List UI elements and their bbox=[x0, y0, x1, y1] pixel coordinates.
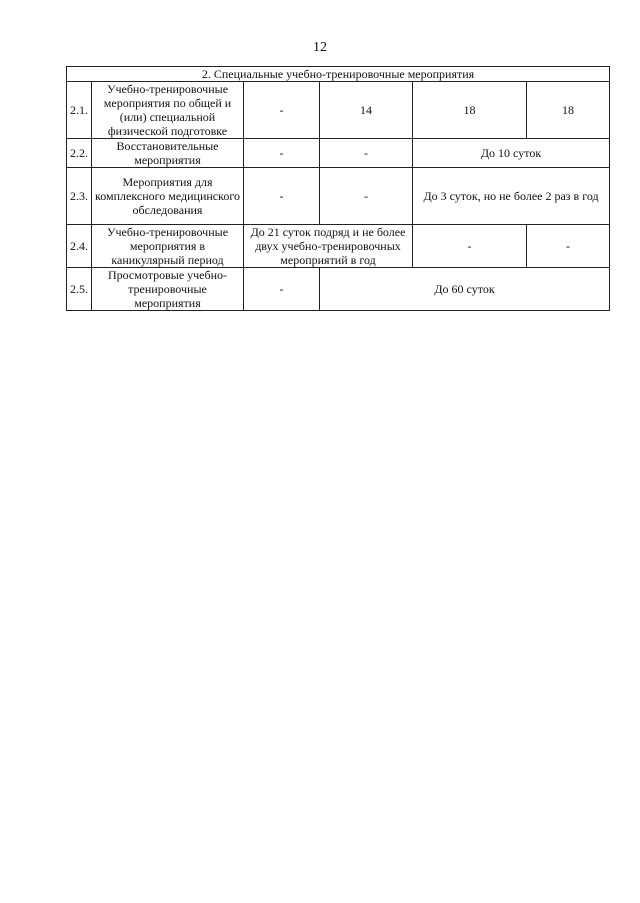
section-title: 2. Специальные учебно-тренировочные мероприятия bbox=[67, 67, 610, 82]
event-name: Учебно-тренировочные мероприятия в каникулярный период bbox=[92, 225, 244, 268]
value-cell: - bbox=[413, 225, 527, 268]
merged-value-cell: До 3 суток, но не более 2 раз в год bbox=[413, 168, 610, 225]
section-header-row bbox=[67, 67, 610, 82]
table-row bbox=[67, 82, 610, 139]
row-number: 2.5. bbox=[67, 268, 92, 311]
value-cell: - bbox=[244, 139, 320, 168]
value-cell: 18 bbox=[527, 82, 610, 139]
table-row bbox=[67, 139, 610, 168]
value-cell: - bbox=[244, 168, 320, 225]
page-number: 12 bbox=[313, 40, 327, 55]
event-name: Восстановительные мероприятия bbox=[92, 139, 244, 168]
merged-value-cell: До 10 суток bbox=[413, 139, 610, 168]
table-row bbox=[67, 268, 610, 311]
row-number: 2.1. bbox=[67, 82, 92, 139]
value-cell: - bbox=[320, 139, 413, 168]
table-row bbox=[67, 225, 610, 268]
value-cell: - bbox=[244, 82, 320, 139]
event-name: Учебно-тренировочные мероприятия по общей и (или) специальной физической подготовке bbox=[92, 82, 244, 139]
training-events-table bbox=[66, 66, 610, 311]
value-cell: - bbox=[244, 268, 320, 311]
merged-value-cell: До 60 суток bbox=[320, 268, 610, 311]
value-cell: 18 bbox=[413, 82, 527, 139]
event-name: Мероприятия для комплексного медицинского обследования bbox=[92, 168, 244, 225]
event-name: Просмотровые учебно-тренировочные мероприятия bbox=[92, 268, 244, 311]
row-number: 2.4. bbox=[67, 225, 92, 268]
merged-value-cell: До 21 суток подряд и не более двух учебно-тренировочных мероприятий в год bbox=[244, 225, 413, 268]
value-cell: - bbox=[320, 168, 413, 225]
value-cell: - bbox=[527, 225, 610, 268]
row-number: 2.2. bbox=[67, 139, 92, 168]
value-cell: 14 bbox=[320, 82, 413, 139]
row-number: 2.3. bbox=[67, 168, 92, 225]
table-row bbox=[67, 168, 610, 225]
